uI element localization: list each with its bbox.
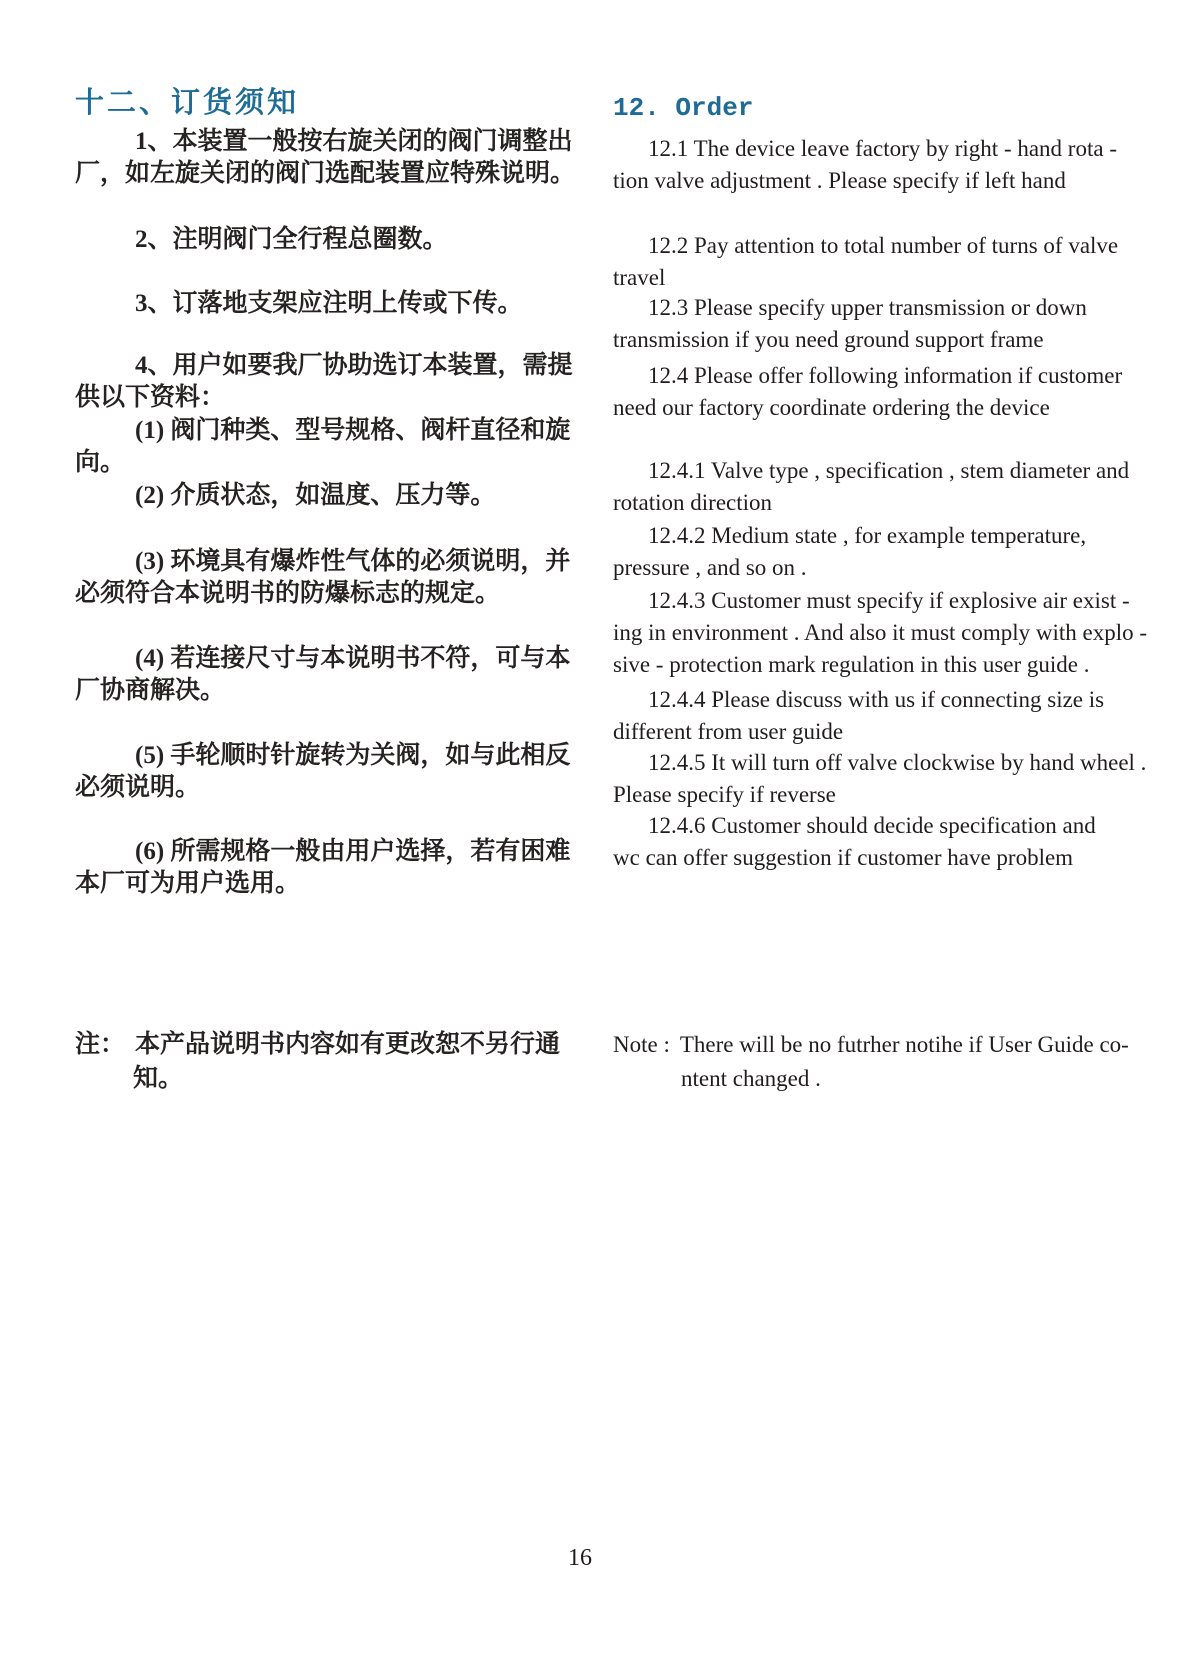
paragraph-zh-sub5 (75, 740, 571, 804)
paragraph-en-12-4-6 (613, 810, 1096, 874)
note-en (613, 1028, 1129, 1096)
text-line: 必须符合本说明书的防爆标志的规定。 (75, 580, 501, 607)
paragraph-zh-3 (75, 288, 535, 320)
paragraph-en-12-1 (613, 133, 1117, 197)
text-line: 1、本装置一般按右旋关闭的阀门调整出 (135, 128, 573, 155)
text-line: wc can offer suggestion if customer have problem (613, 845, 1074, 870)
paragraph-en-12-4-4 (613, 684, 1105, 748)
text-line: ing in environment . And also it must comply with explo - (613, 620, 1148, 645)
paragraph-zh-sub2 (75, 480, 535, 512)
paragraph-zh-sub4 (75, 643, 571, 707)
text-line: 12.4 Please offer following information if customer (648, 363, 1123, 388)
paragraph-en-12-3 (613, 292, 1087, 356)
section-heading-en: 12. Order (613, 93, 754, 123)
text-line: pressure , and so on . (613, 555, 807, 580)
text-line: (3) 环境具有爆炸性气体的必须说明，并 (135, 548, 571, 575)
text-line: travel (613, 265, 666, 290)
english-column (613, 0, 1148, 1657)
text-line: 必须说明。 (75, 774, 201, 801)
text-line: 4、用户如要我厂协助选订本装置，需提 (135, 352, 573, 379)
note-label-en: Note : (613, 1032, 670, 1057)
text-line: different from user guide (613, 719, 844, 744)
paragraph-en-12-4-1 (613, 455, 1130, 519)
text-line: tion valve adjustment . Please specify if left hand (613, 168, 1066, 193)
text-line: Please specify if reverse (613, 782, 836, 807)
text-line: rotation direction (613, 490, 773, 515)
paragraph-zh-sub1 (75, 415, 571, 479)
text-line: (2) 介质状态，如温度、压力等。 (135, 482, 496, 509)
note-zh (75, 1028, 561, 1096)
paragraph-zh-1 (75, 126, 576, 190)
paragraph-en-12-4 (613, 360, 1123, 424)
paragraph-en-12-4-5 (613, 747, 1147, 811)
text-line: 本厂可为用户选用。 (75, 870, 301, 897)
text-line: need our factory coordinate ordering the device (613, 395, 1050, 420)
text-line: 知。 (133, 1065, 184, 1092)
paragraph-en-12-2 (613, 230, 1119, 294)
paragraph-zh-sub6 (75, 836, 571, 900)
text-line: 厂协商解决。 (75, 677, 226, 704)
text-line: 12.1 The device leave factory by right - hand rota - (648, 136, 1117, 161)
section-heading-zh: 十二、订货须知 (75, 87, 300, 119)
text-line: (5) 手轮顺时针旋转为关阀，如与此相反 (135, 742, 571, 769)
text-line: 12.4.2 Medium state , for example temperature, (648, 523, 1087, 548)
text-line: 本产品说明书内容如有更改恕不另行通 (135, 1031, 561, 1058)
paragraph-zh-4 (75, 350, 573, 414)
page-number: 16 (568, 1545, 592, 1571)
text-line: There will be no futrher notihe if User Guide co- (679, 1032, 1129, 1057)
text-line: (1) 阀门种类、型号规格、阀杆直径和旋 (135, 417, 571, 444)
text-line: sive - protection mark regulation in this user guide . (613, 652, 1090, 677)
text-line: 供以下资料： (75, 384, 226, 411)
text-line: 12.4.1 Valve type , specification , stem diameter and (648, 458, 1130, 483)
text-line: (4) 若连接尺寸与本说明书不符，可与本 (135, 645, 571, 672)
paragraph-zh-2 (75, 224, 535, 256)
paragraph-en-12-4-2 (613, 520, 1087, 584)
text-line: 12.4.5 It will turn off valve clockwise by hand wheel . (648, 750, 1147, 775)
text-line: 12.4.6 Customer should decide specification and (648, 813, 1096, 838)
paragraph-zh-sub3 (75, 546, 571, 610)
text-line: 2、注明阀门全行程总圈数。 (135, 226, 448, 253)
paragraph-en-12-4-3 (613, 585, 1148, 681)
text-line: ntent changed . (681, 1066, 821, 1091)
text-line: 向。 (75, 449, 126, 476)
text-line: transmission if you need ground support frame (613, 327, 1044, 352)
text-line: 12.4.4 Please discuss with us if connecting size is (648, 687, 1105, 712)
note-label-zh: 注： (75, 1031, 126, 1058)
text-line: 12.4.3 Customer must specify if explosive air exist - (648, 588, 1130, 613)
text-line: 3、订落地支架应注明上传或下传。 (135, 290, 523, 317)
text-line: 厂，如左旋关闭的阀门选配装置应特殊说明。 (75, 160, 576, 187)
text-line: (6) 所需规格一般由用户选择，若有困难 (135, 838, 571, 865)
text-line: 12.2 Pay attention to total number of turns of valve (648, 233, 1119, 258)
text-line: 12.3 Please specify upper transmission or down (648, 295, 1087, 320)
chinese-column (75, 0, 576, 1657)
